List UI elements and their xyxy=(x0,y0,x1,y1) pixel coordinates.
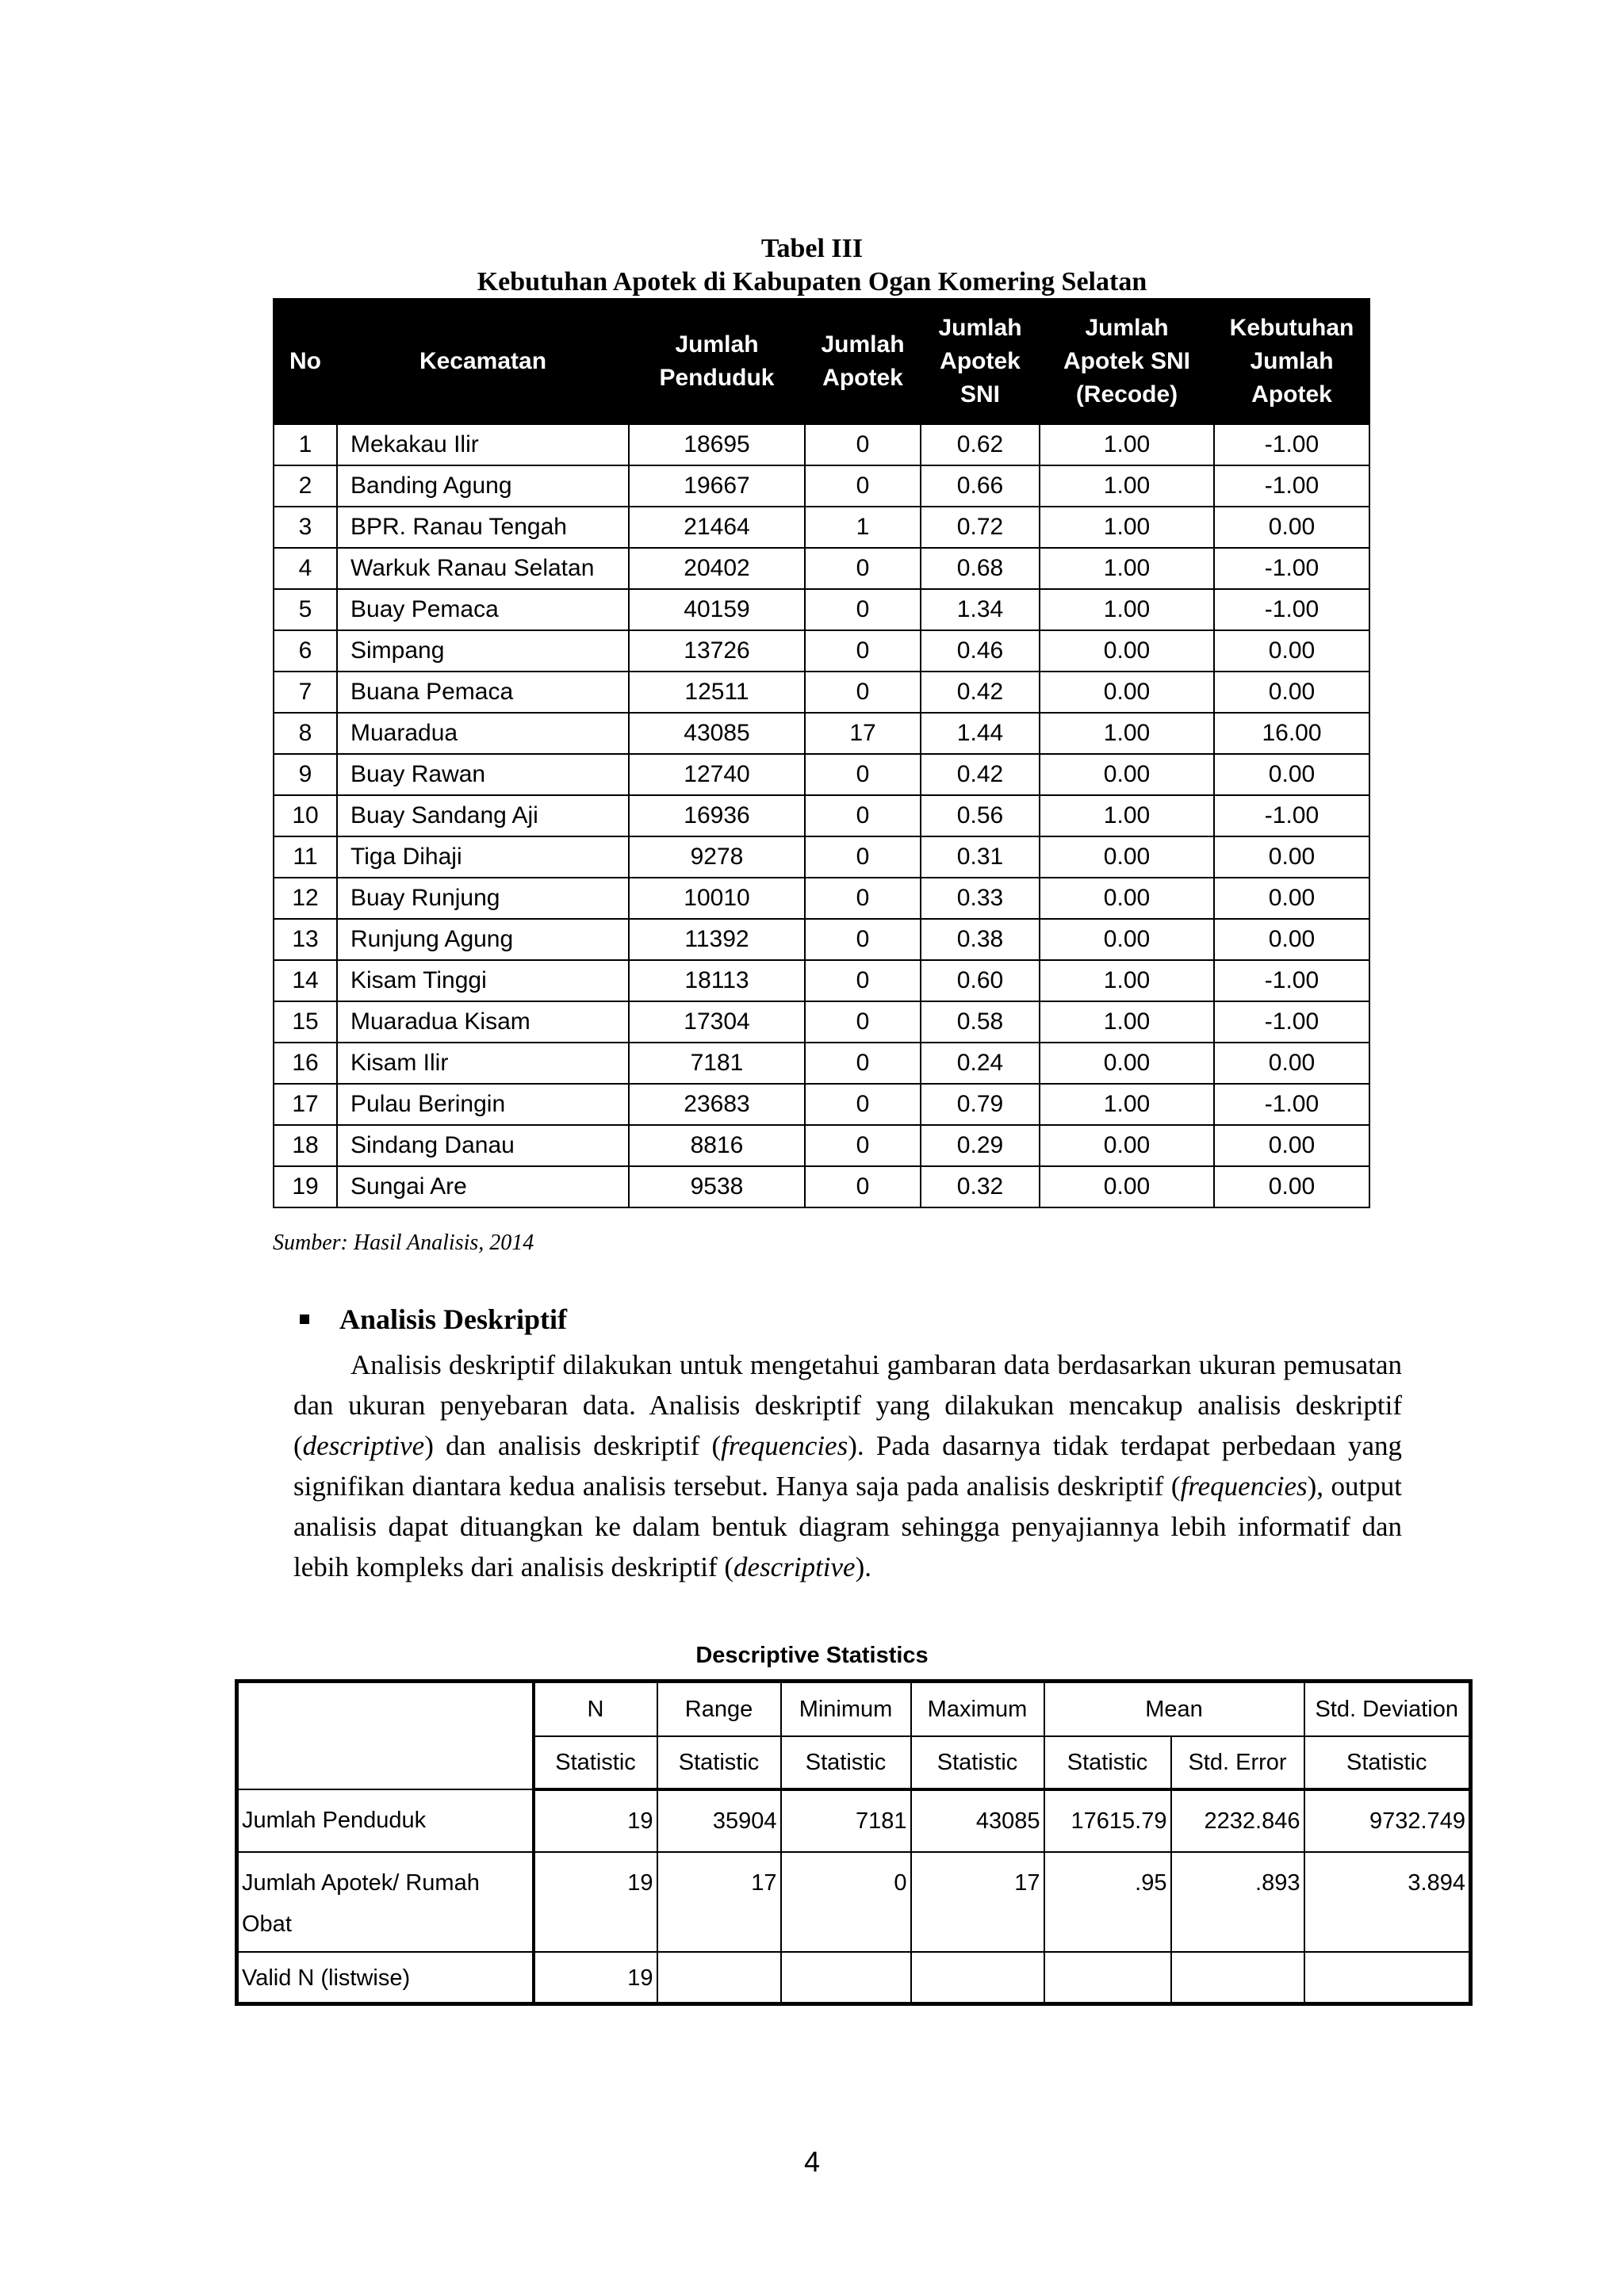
value-cell: 1.00 xyxy=(1040,589,1214,630)
value-cell: 0.32 xyxy=(921,1166,1040,1207)
stats-subheader-cell: Statistic xyxy=(657,1736,781,1789)
value-cell: 10010 xyxy=(629,878,805,919)
stats-cell: 19 xyxy=(534,1789,657,1852)
value-cell: 0.00 xyxy=(1040,754,1214,795)
header-cell: No xyxy=(274,299,337,424)
kecamatan-cell: Warkuk Ranau Selatan xyxy=(337,548,629,589)
row-number-cell: 14 xyxy=(274,960,337,1001)
value-cell: 7181 xyxy=(629,1043,805,1084)
value-cell: 0.00 xyxy=(1040,1125,1214,1166)
table-row xyxy=(274,465,1369,507)
value-cell: 0.38 xyxy=(921,919,1040,960)
kecamatan-cell: Kisam Ilir xyxy=(337,1043,629,1084)
value-cell: 43085 xyxy=(629,713,805,754)
header-cell: Jumlah Apotek SNI (Recode) xyxy=(1040,299,1214,424)
stats-cell: 19 xyxy=(534,1852,657,1952)
value-cell: 0.00 xyxy=(1214,1166,1369,1207)
kecamatan-cell: Buana Pemaca xyxy=(337,672,629,713)
kecamatan-cell: Muaradua Kisam xyxy=(337,1001,629,1043)
table-source-note: Sumber: Hasil Analisis, 2014 xyxy=(273,1230,534,1255)
stats-cell: 7181 xyxy=(781,1789,911,1852)
row-number-cell: 3 xyxy=(274,507,337,548)
value-cell: 1.00 xyxy=(1040,795,1214,836)
value-cell: -1.00 xyxy=(1214,795,1369,836)
table-row xyxy=(274,1001,1369,1043)
italic-term: descriptive xyxy=(733,1552,856,1582)
value-cell: 0.56 xyxy=(921,795,1040,836)
value-cell: 1.00 xyxy=(1040,960,1214,1001)
stats-cell: 17 xyxy=(657,1852,781,1952)
kecamatan-cell: Kisam Tinggi xyxy=(337,960,629,1001)
table-caption-subtitle: Kebutuhan Apotek di Kabupaten Ogan Komering Selatan xyxy=(477,267,1147,297)
stats-cell: .95 xyxy=(1044,1852,1171,1952)
stats-subheader-cell: Statistic xyxy=(781,1736,911,1789)
table-row xyxy=(274,589,1369,630)
row-number-cell: 6 xyxy=(274,630,337,672)
value-cell: 0 xyxy=(805,465,921,507)
value-cell: 0.72 xyxy=(921,507,1040,548)
value-cell: 1.44 xyxy=(921,713,1040,754)
table-row xyxy=(274,507,1369,548)
table-row xyxy=(274,1125,1369,1166)
kecamatan-cell: Sungai Are xyxy=(337,1166,629,1207)
stats-header-cell: Maximum xyxy=(911,1682,1044,1737)
stats-row-label: Valid N (listwise) xyxy=(237,1952,534,2004)
kecamatan-cell: Mekakau Ilir xyxy=(337,424,629,465)
table-row xyxy=(274,424,1369,465)
value-cell: 0.00 xyxy=(1214,630,1369,672)
value-cell: 0 xyxy=(805,548,921,589)
value-cell: 0.60 xyxy=(921,960,1040,1001)
header-cell: Jumlah Penduduk xyxy=(629,299,805,424)
value-cell: 0 xyxy=(805,1043,921,1084)
stats-header-cell: Std. Deviation xyxy=(1304,1682,1471,1737)
value-cell: 18695 xyxy=(629,424,805,465)
stats-header-row xyxy=(237,1682,1471,1737)
stats-subheader-cell: Statistic xyxy=(1304,1736,1471,1789)
value-cell: 0.00 xyxy=(1040,630,1214,672)
table-caption-title: Tabel III xyxy=(760,234,864,263)
value-cell: -1.00 xyxy=(1214,548,1369,589)
row-number-cell: 7 xyxy=(274,672,337,713)
value-cell: 16.00 xyxy=(1214,713,1369,754)
table-row xyxy=(274,713,1369,754)
value-cell: 1.00 xyxy=(1040,424,1214,465)
value-cell: 20402 xyxy=(629,548,805,589)
stats-header-cell: Range xyxy=(657,1682,781,1737)
value-cell: 17304 xyxy=(629,1001,805,1043)
descriptive-stats-title: Descriptive Statistics xyxy=(695,1643,929,1668)
value-cell: -1.00 xyxy=(1214,465,1369,507)
kecamatan-cell: Banding Agung xyxy=(337,465,629,507)
value-cell: 18113 xyxy=(629,960,805,1001)
stats-cell xyxy=(911,1952,1044,2004)
value-cell: 0.00 xyxy=(1040,919,1214,960)
value-cell: 0.29 xyxy=(921,1125,1040,1166)
stats-cell xyxy=(657,1952,781,2004)
table-header-row xyxy=(274,299,1369,424)
row-number-cell: 1 xyxy=(274,424,337,465)
value-cell: 0.68 xyxy=(921,548,1040,589)
stats-cell xyxy=(781,1952,911,2004)
row-number-cell: 11 xyxy=(274,836,337,878)
value-cell: 1.00 xyxy=(1040,507,1214,548)
header-cell: Jumlah Apotek SNI xyxy=(921,299,1040,424)
page-number: 4 xyxy=(803,2145,821,2178)
value-cell: 1.00 xyxy=(1040,465,1214,507)
stats-subheader-cell: Statistic xyxy=(534,1736,657,1789)
value-cell: 0.31 xyxy=(921,836,1040,878)
value-cell: 1 xyxy=(805,507,921,548)
row-number-cell: 17 xyxy=(274,1084,337,1125)
body-paragraph xyxy=(293,1345,1402,1587)
row-number-cell: 18 xyxy=(274,1125,337,1166)
value-cell: 0 xyxy=(805,1125,921,1166)
value-cell: 0.00 xyxy=(1040,1043,1214,1084)
row-number-cell: 4 xyxy=(274,548,337,589)
value-cell: -1.00 xyxy=(1214,1084,1369,1125)
kecamatan-cell: BPR. Ranau Tengah xyxy=(337,507,629,548)
value-cell: 0 xyxy=(805,836,921,878)
value-cell: 0.24 xyxy=(921,1043,1040,1084)
value-cell: -1.00 xyxy=(1214,424,1369,465)
section-heading xyxy=(300,1300,567,1338)
kecamatan-cell: Simpang xyxy=(337,630,629,672)
row-number-cell: 15 xyxy=(274,1001,337,1043)
paragraph-text: Analisis deskriptif dilakukan untuk mengetahui gambaran data berdasarkan ukuran pemusatan dan ukuran penyebaran data. Analisis deskriptif yang dilakukan mencakup analisis deskriptif ( xyxy=(293,1349,1402,1461)
value-cell: 0 xyxy=(805,795,921,836)
square-bullet-icon xyxy=(300,1314,309,1324)
stats-header-cell: Mean xyxy=(1044,1682,1304,1737)
stats-subheader-cell: Std. Error xyxy=(1171,1736,1304,1789)
table-row xyxy=(274,754,1369,795)
value-cell: 12511 xyxy=(629,672,805,713)
value-cell: 9278 xyxy=(629,836,805,878)
table-row xyxy=(274,1084,1369,1125)
row-number-cell: 13 xyxy=(274,919,337,960)
value-cell: 19667 xyxy=(629,465,805,507)
paragraph-text: ). xyxy=(855,1552,871,1582)
value-cell: 0.00 xyxy=(1214,1043,1369,1084)
stats-cell xyxy=(1304,1952,1471,2004)
stats-row xyxy=(237,1789,1471,1852)
row-number-cell: 8 xyxy=(274,713,337,754)
value-cell: 9538 xyxy=(629,1166,805,1207)
value-cell: 0 xyxy=(805,878,921,919)
value-cell: 0.33 xyxy=(921,878,1040,919)
value-cell: 1.34 xyxy=(921,589,1040,630)
value-cell: -1.00 xyxy=(1214,1001,1369,1043)
stats-cell: 19 xyxy=(534,1952,657,2004)
value-cell: 0.00 xyxy=(1214,754,1369,795)
value-cell: 0.46 xyxy=(921,630,1040,672)
paragraph-text: ) dan analisis deskriptif ( xyxy=(424,1430,722,1461)
value-cell: 0.00 xyxy=(1214,1125,1369,1166)
stats-cell: .893 xyxy=(1171,1852,1304,1952)
stats-cell xyxy=(1171,1952,1304,2004)
table-row xyxy=(274,630,1369,672)
stats-corner-cell xyxy=(237,1682,534,1790)
value-cell: 8816 xyxy=(629,1125,805,1166)
kecamatan-cell: Pulau Beringin xyxy=(337,1084,629,1125)
value-cell: 0.00 xyxy=(1040,836,1214,878)
table-row xyxy=(274,1166,1369,1207)
table-row xyxy=(274,672,1369,713)
stats-cell: 3.894 xyxy=(1304,1852,1471,1952)
value-cell: 0.79 xyxy=(921,1084,1040,1125)
descriptive-stats-table xyxy=(235,1679,1473,2006)
row-number-cell: 5 xyxy=(274,589,337,630)
value-cell: 0 xyxy=(805,630,921,672)
value-cell: 1.00 xyxy=(1040,1001,1214,1043)
value-cell: 0.66 xyxy=(921,465,1040,507)
value-cell: 40159 xyxy=(629,589,805,630)
stats-header-cell: N xyxy=(534,1682,657,1737)
value-cell: 0 xyxy=(805,1084,921,1125)
value-cell: 21464 xyxy=(629,507,805,548)
kecamatan-cell: Tiga Dihaji xyxy=(337,836,629,878)
header-cell: Kecamatan xyxy=(337,299,629,424)
value-cell: 0 xyxy=(805,960,921,1001)
kecamatan-cell: Sindang Danau xyxy=(337,1125,629,1166)
stats-cell xyxy=(1044,1952,1171,2004)
header-cell: Kebutuhan Jumlah Apotek xyxy=(1214,299,1369,424)
value-cell: 0.00 xyxy=(1040,878,1214,919)
value-cell: 0.00 xyxy=(1214,836,1369,878)
stats-subheader-cell: Statistic xyxy=(911,1736,1044,1789)
value-cell: 0.00 xyxy=(1214,507,1369,548)
value-cell: 1.00 xyxy=(1040,1084,1214,1125)
value-cell: 23683 xyxy=(629,1084,805,1125)
value-cell: 17 xyxy=(805,713,921,754)
value-cell: 0 xyxy=(805,754,921,795)
value-cell: 0.42 xyxy=(921,672,1040,713)
italic-term: descriptive xyxy=(302,1430,425,1461)
value-cell: 12740 xyxy=(629,754,805,795)
stats-cell: 43085 xyxy=(911,1789,1044,1852)
stats-cell: 17615.79 xyxy=(1044,1789,1171,1852)
stats-subheader-cell: Statistic xyxy=(1044,1736,1171,1789)
table-row xyxy=(274,960,1369,1001)
row-number-cell: 12 xyxy=(274,878,337,919)
value-cell: 1.00 xyxy=(1040,713,1214,754)
value-cell: 0.58 xyxy=(921,1001,1040,1043)
value-cell: 0 xyxy=(805,1001,921,1043)
kecamatan-cell: Buay Runjung xyxy=(337,878,629,919)
value-cell: 0 xyxy=(805,672,921,713)
paragraph-text: ). Pada dasarnya tidak terdapat perbedaan yang signifikan diantara kedua analisis tersebut. Hanya saja pada analisis deskriptif ( xyxy=(293,1430,1403,1502)
row-number-cell: 19 xyxy=(274,1166,337,1207)
paragraph-text: ), output analisis dapat dituangkan ke dalam bentuk diagram sehingga penyajiannya lebih informatif dan lebih kompleks dari analisis deskriptif ( xyxy=(293,1471,1402,1582)
table-row xyxy=(274,919,1369,960)
stats-cell: 35904 xyxy=(657,1789,781,1852)
value-cell: 0.00 xyxy=(1214,672,1369,713)
value-cell: 11392 xyxy=(629,919,805,960)
value-cell: 0.00 xyxy=(1040,1166,1214,1207)
value-cell: 0 xyxy=(805,589,921,630)
row-number-cell: 10 xyxy=(274,795,337,836)
value-cell: 0 xyxy=(805,1166,921,1207)
value-cell: -1.00 xyxy=(1214,960,1369,1001)
value-cell: -1.00 xyxy=(1214,589,1369,630)
apotek-needs-table xyxy=(273,298,1370,1208)
row-number-cell: 2 xyxy=(274,465,337,507)
stats-cell: 2232.846 xyxy=(1171,1789,1304,1852)
stats-row xyxy=(237,1852,1471,1952)
italic-term: frequencies xyxy=(721,1430,848,1461)
table-row xyxy=(274,836,1369,878)
kecamatan-cell: Buay Rawan xyxy=(337,754,629,795)
value-cell: 0.00 xyxy=(1040,672,1214,713)
value-cell: 1.00 xyxy=(1040,548,1214,589)
value-cell: 0.42 xyxy=(921,754,1040,795)
table-row xyxy=(274,1043,1369,1084)
table-row xyxy=(274,878,1369,919)
value-cell: 16936 xyxy=(629,795,805,836)
value-cell: 0.62 xyxy=(921,424,1040,465)
value-cell: 0 xyxy=(805,919,921,960)
kecamatan-cell: Buay Pemaca xyxy=(337,589,629,630)
kecamatan-cell: Buay Sandang Aji xyxy=(337,795,629,836)
stats-row-label: Jumlah Penduduk xyxy=(237,1789,534,1852)
header-cell: Jumlah Apotek xyxy=(805,299,921,424)
italic-term: frequencies xyxy=(1180,1471,1308,1502)
row-number-cell: 16 xyxy=(274,1043,337,1084)
row-number-cell: 9 xyxy=(274,754,337,795)
kecamatan-cell: Runjung Agung xyxy=(337,919,629,960)
kecamatan-cell: Muaradua xyxy=(337,713,629,754)
stats-cell: 9732.749 xyxy=(1304,1789,1471,1852)
value-cell: 13726 xyxy=(629,630,805,672)
stats-header-cell: Minimum xyxy=(781,1682,911,1737)
stats-row xyxy=(237,1952,1471,2004)
stats-cell: 17 xyxy=(911,1852,1044,1952)
value-cell: 0 xyxy=(805,424,921,465)
value-cell: 0.00 xyxy=(1214,919,1369,960)
stats-cell: 0 xyxy=(781,1852,911,1952)
table-row xyxy=(274,795,1369,836)
value-cell: 0.00 xyxy=(1214,878,1369,919)
stats-row-label: Jumlah Apotek/ Rumah Obat xyxy=(237,1852,534,1952)
table-row xyxy=(274,548,1369,589)
section-heading-text: Analisis Deskriptif xyxy=(339,1303,568,1335)
